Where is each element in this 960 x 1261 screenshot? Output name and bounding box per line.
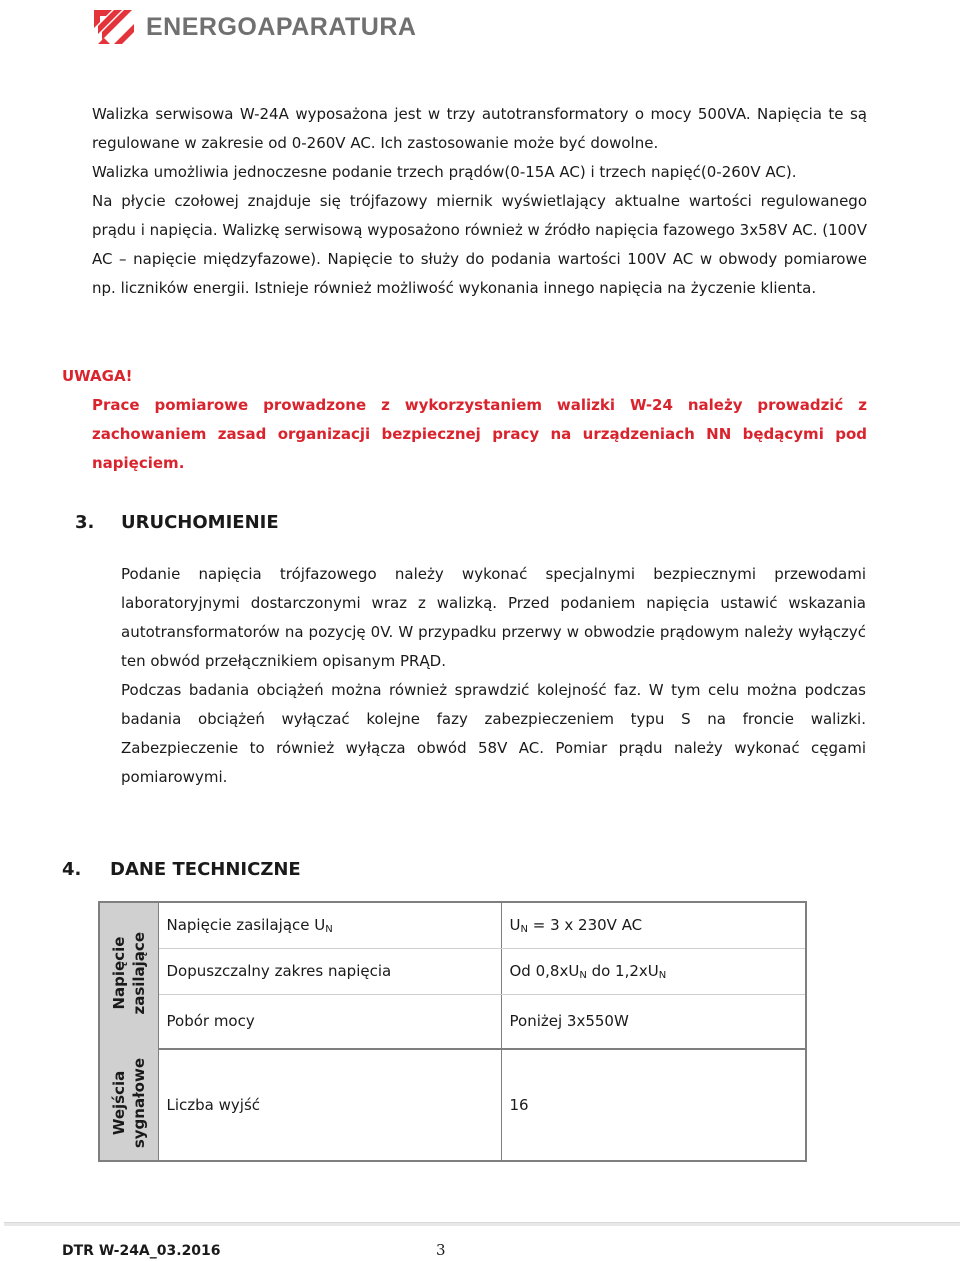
intro-paragraph-2: Walizka umożliwia jednoczesne podanie trzech prądów(0-15A AC) i trzech napięć(0-260V AC). (92, 163, 797, 181)
section-3-body (121, 560, 866, 792)
value-cell: Poniżej 3x550W (501, 994, 806, 1049)
section-3-paragraph-1: Podanie napięcia trójfazowego należy wykonać specjalnymi bezpiecznymi przewodami laboratoryjnymi dostarczonymi wraz z walizką. Przed podaniem napięcia ustawić wskazania autotransformatorów na pozycję 0V. W przypadku przerwy w obwodzie prądowym należy wyłączyć ten obwód przełącznikiem opisanym PRĄD. (121, 565, 866, 670)
section-3-paragraph-2: Podczas badania obciążeń można również sprawdzić kolejność faz. W tym celu można podczas badania obciążeń wyłączać kolejne fazy zabezpieczeniem typu S na froncie walizki. Zabezpieczenie to również wyłącza obwód 58V AC. Pomiar prądu należy wykonać cęgami pomiarowymi. (121, 681, 866, 786)
table-row (99, 902, 806, 948)
footer-document-id: DTR W-24A_03.2016 (62, 1243, 221, 1259)
param-cell: Pobór mocy (158, 994, 501, 1049)
company-name: ENERGOAPARATURA (146, 12, 417, 41)
table-row (99, 948, 806, 994)
warning-body: Prace pomiarowe prowadzone z wykorzystaniem walizki W-24 należy prowadzić z zachowaniem zasad organizacji bezpiecznej pracy na urządzeniach NN będącymi pod napięciem. (92, 396, 867, 472)
param-cell: Dopuszczalny zakres napięcia (158, 948, 501, 994)
page-number: 3 (436, 1241, 446, 1259)
value-cell: 16 (501, 1049, 806, 1161)
company-logo (90, 6, 416, 48)
param-cell: Napięcie zasilające $U_N$ (158, 902, 501, 948)
group-label-supply: Napięcie zasilające (99, 902, 158, 1049)
technical-data-table (98, 901, 807, 1162)
intro-paragraph-1: Walizka serwisowa W-24A wyposażona jest w trzy autotransformatory o mocy 500VA. Napięcia te są regulowane w zakresie od 0-260V AC. Ich zastosowanie może być dowolne. (92, 105, 867, 152)
table-row (99, 1049, 806, 1161)
table-row (99, 994, 806, 1049)
value-cell: Od $0,8xU_N$ do $1,2xU_N$ (501, 948, 806, 994)
value-cell: $U_N = 3$ x 230V AC (501, 902, 806, 948)
section-3-number: 3. (75, 512, 95, 533)
param-cell: Liczba wyjść (158, 1049, 501, 1161)
section-4-title: DANE TECHNICZNE (110, 859, 301, 880)
warning-title: UWAGA! (62, 367, 133, 385)
group-label-signal-inputs: Wejścia sygnałowe (99, 1049, 158, 1161)
intro-paragraph-3: Na płycie czołowej znajduje się trójfazowy miernik wyświetlający aktualne wartości regulowanego prądu i napięcia. Walizkę serwisową wyposażono również w źródło napięcia fazowego 3x58V AC. (100V AC – napięcie międzyfazowe). Napięcie to służy do podania wartości 100V AC w obwody pomiarowe np. liczników energii. Istnieje również możliwość wykonania innego napięcia na życzenie klienta. (92, 192, 867, 297)
section-4-number: 4. (62, 859, 82, 880)
section-3-title: URUCHOMIENIE (121, 512, 279, 533)
intro-text (92, 100, 867, 303)
energoaparatura-logo-icon (90, 6, 138, 48)
footer-divider (4, 1222, 960, 1226)
